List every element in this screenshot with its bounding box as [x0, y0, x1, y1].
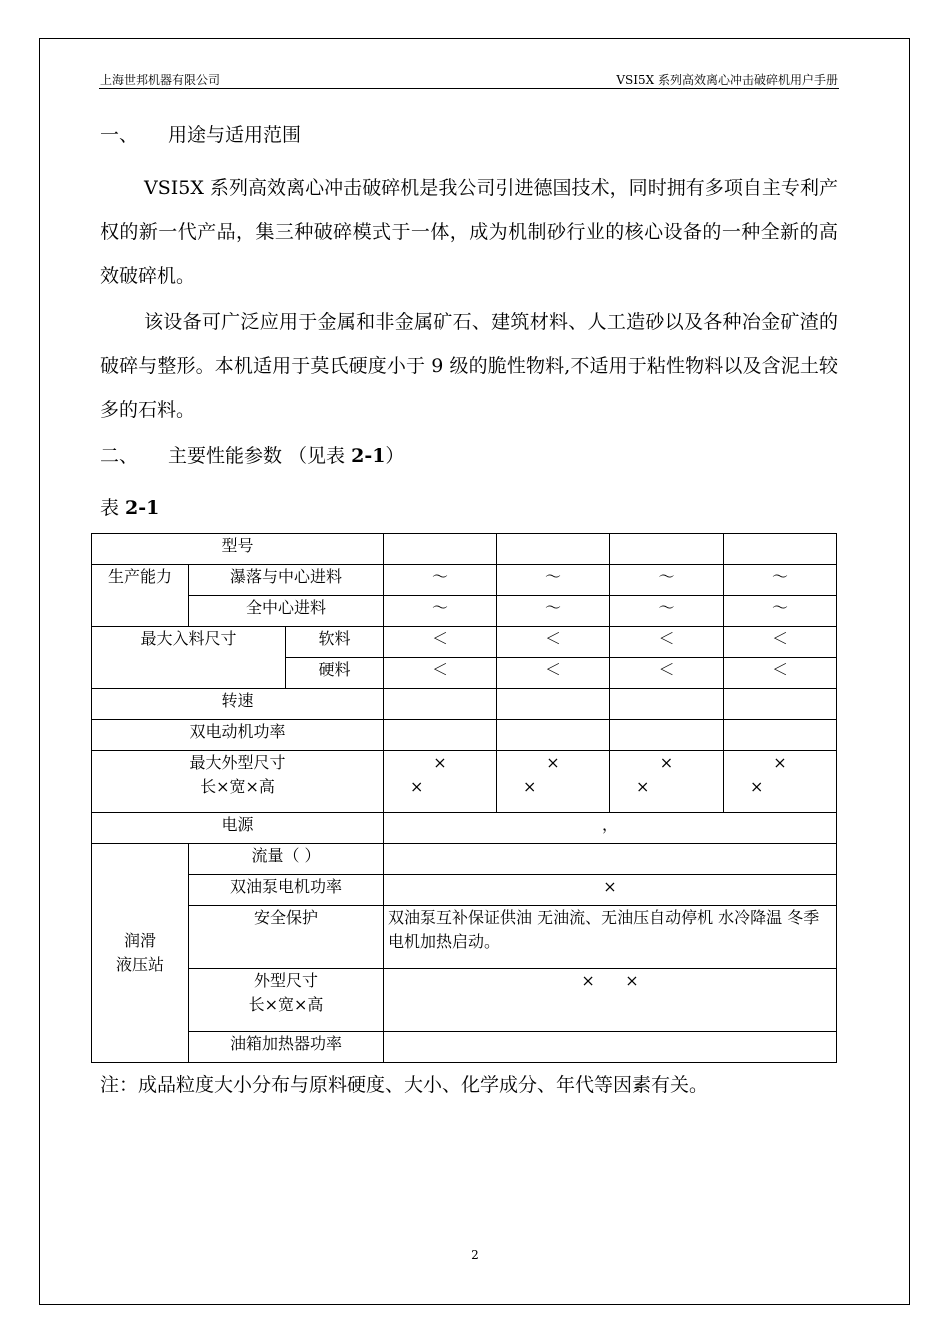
label-full-center: 全中心进料: [189, 596, 384, 627]
label-cascade-center: 瀑落与中心进料: [189, 565, 384, 596]
table-row: [92, 969, 837, 1032]
table-row: [92, 875, 837, 906]
section2-title-prefix: 主要性能参数 （见表: [168, 445, 352, 467]
cell-dim: × ×: [384, 751, 497, 813]
cell-lt: ＜: [497, 658, 610, 689]
section1-paragraph1: VSI5X 系列高效离心冲击破碎机是我公司引进德国技术，同时拥有多项自主专利产权的新一代产品，集三种破碎模式于一体，成为机制砂行业的核心设备的一种全新的高效破碎机。: [100, 177, 838, 287]
page-number: 2: [471, 1248, 479, 1262]
cell-tilde: ～: [724, 565, 837, 596]
label-max-feed: 最大入料尺寸: [92, 627, 286, 689]
table-caption-ref: 2-1: [125, 497, 160, 519]
cell-lt: ＜: [724, 627, 837, 658]
label-outer-dim-line2: 长×宽×高: [248, 995, 324, 1014]
cell-tilde: ～: [384, 596, 497, 627]
cell-lt: ＜: [384, 658, 497, 689]
cell-safety: 双油泵互补保证供油 无油流、无油压自动停机 水冷降温 冬季电机加热启动。: [384, 906, 837, 969]
table-row: [92, 627, 837, 658]
cell-tilde: ～: [497, 565, 610, 596]
section2-number: 二、: [100, 445, 139, 467]
cell-dim: × ×: [610, 751, 724, 813]
label-safety: 安全保护: [189, 906, 384, 969]
table-row: [92, 844, 837, 875]
table-row: [92, 1032, 837, 1063]
cell-lt: ＜: [497, 627, 610, 658]
label-capacity: 生产能力: [92, 565, 189, 627]
label-hard: 硬料: [286, 658, 384, 689]
cell-tilde: ～: [724, 596, 837, 627]
cell-dim: × ×: [497, 751, 610, 813]
section2-heading: [100, 441, 404, 468]
section1-paragraph2: 该设备可广泛应用于金属和非金属矿石、建筑材料、人工造砂以及各种冶金矿渣的破碎与整形。本机适用于莫氏硬度小于 9 级的脆性物料,不适用于粘性物料以及含泥土较多的石料。: [100, 311, 838, 421]
table-caption-prefix: 表: [100, 497, 126, 519]
cell-tilde: ～: [384, 565, 497, 596]
table-row: [92, 720, 837, 751]
header-manual-title: VSI5X 系列高效离心冲击破碎机用户手册: [616, 73, 838, 87]
section1-title: 用途与适用范围: [168, 124, 302, 146]
section2-title-ref: 2-1: [351, 445, 386, 467]
table-row: [92, 689, 837, 720]
cell-outer-dim: × ×: [384, 969, 837, 1032]
cell-lt: ＜: [384, 627, 497, 658]
cell-tilde: ～: [610, 596, 724, 627]
section1-number: 一、: [100, 124, 139, 146]
header-company: 上海世邦机器有限公司: [100, 73, 221, 87]
label-outer-dim-line1: 外型尺寸: [253, 971, 318, 990]
table-row: [92, 565, 837, 596]
table-row: [92, 596, 837, 627]
table-caption: [100, 493, 159, 520]
header-rule: [99, 88, 839, 89]
table-row: [92, 751, 837, 813]
label-motor-power: 双电动机功率: [92, 720, 384, 751]
cell-power-supply: ，: [384, 813, 837, 844]
table-note: 注：成品粒度大小分布与原料硬度、大小、化学成分、年代等因素有关。: [100, 1074, 709, 1096]
section2-title-suffix: ）: [385, 445, 405, 467]
label-max-dim-line2: 长×宽×高: [200, 777, 275, 796]
cell-lt: ＜: [724, 658, 837, 689]
cell-lt: ＜: [610, 627, 724, 658]
label-heater-power: 油箱加热器功率: [189, 1032, 384, 1063]
table-row: [92, 813, 837, 844]
cell-lt: ＜: [610, 658, 724, 689]
label-lube-line1: 润滑: [123, 931, 156, 950]
table-row: [92, 534, 837, 565]
cell-dim: × ×: [724, 751, 837, 813]
label-power-supply: 电源: [92, 813, 384, 844]
label-model: 型号: [92, 534, 384, 565]
table-row: [92, 906, 837, 969]
cell-tilde: ～: [610, 565, 724, 596]
label-flow: 流量（ ）: [189, 844, 384, 875]
cell-tilde: ～: [497, 596, 610, 627]
label-lubrication-station: [92, 844, 189, 1063]
cell-pump-power: ×: [384, 875, 837, 906]
label-max-dimensions: [92, 751, 384, 813]
label-outer-dimensions: [189, 969, 384, 1032]
label-max-dim-line1: 最大外型尺寸: [189, 753, 286, 772]
label-speed: 转速: [92, 689, 384, 720]
section1-heading: [100, 120, 301, 147]
label-lube-line2: 液压站: [115, 955, 164, 974]
spec-table: [91, 533, 837, 1063]
label-soft: 软料: [286, 627, 384, 658]
label-pump-power: 双油泵电机功率: [189, 875, 384, 906]
